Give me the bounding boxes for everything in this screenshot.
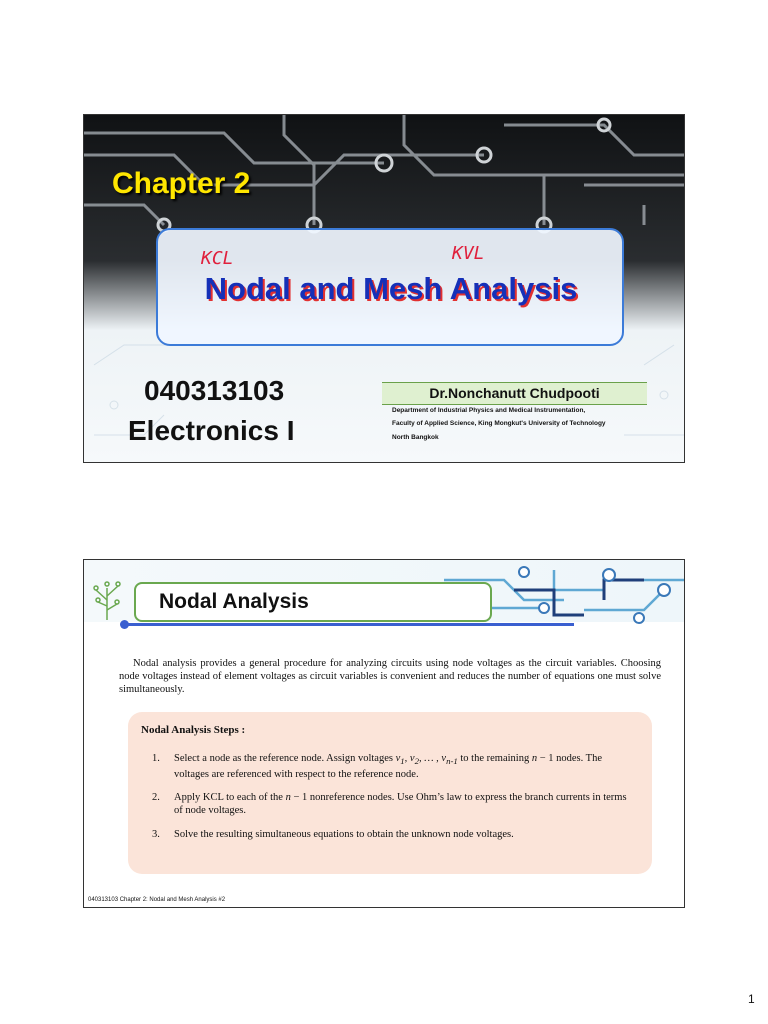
course-code: 040313103 [144,375,285,406]
slide-footer: 040313103 Chapter 2: Nodal and Mesh Analysis #2 [88,897,226,903]
slide-title: Nodal Analysis [159,590,309,613]
n-minus-1: n − 1 [531,753,554,764]
n-minus-1: n − 1 [285,792,308,803]
title-underline-dot [120,620,129,629]
department-line: Department of Industrial Physics and Medical Instrumentation, [392,407,586,414]
step-number: 3. [152,829,160,840]
title-slide [83,114,685,463]
step-text: Select a node as the reference node. Assign voltages $v_1$, $v_2$, … , $v_{n-1}$ to the remaining n − 1 nodes. The voltages are referenced with respect to the reference node. [174,753,603,781]
author-name: Dr.Nonchanutt Chudpooti [429,385,600,401]
tree-logo-icon [94,582,120,620]
title-underline [124,623,574,626]
steps-title: Nodal Analysis Steps : [141,724,246,736]
kcl-annotation: KCL [201,248,234,269]
step-number: 2. [152,792,160,803]
chapter-title: Chapter 2 [112,167,251,200]
course-name: Electronics I [128,415,295,446]
kvl-annotation: KVL [452,243,485,264]
intro-paragraph: Nodal analysis provides a general procedure for analyzing circuits using node voltages as the circuit variables. Choosing node voltages instead of element voltages as circuit variables is convenient and reduces the number of equations one must solve simultaneously. [119,658,661,695]
step-text: Solve the resulting simultaneous equations to obtain the unknown node voltages. [174,829,514,840]
step-text: Apply KCL to each of the n − 1 nonreference nodes. Use Ohm’s law to express the branch currents in terms of node voltages. [174,792,627,816]
page-number: 1 [748,992,755,1006]
university-line: North Bangkok [392,434,439,441]
faculty-line: Faculty of Applied Science, King Mongkut's University of Technology [392,420,606,427]
voltage-variables: $v_1$, $v_2$, … , $v_{n-1}$ [395,753,458,767]
nodal-analysis-slide [83,559,685,908]
main-title: Nodal and Mesh Analysis [204,271,578,306]
step-number: 1. [152,753,160,764]
